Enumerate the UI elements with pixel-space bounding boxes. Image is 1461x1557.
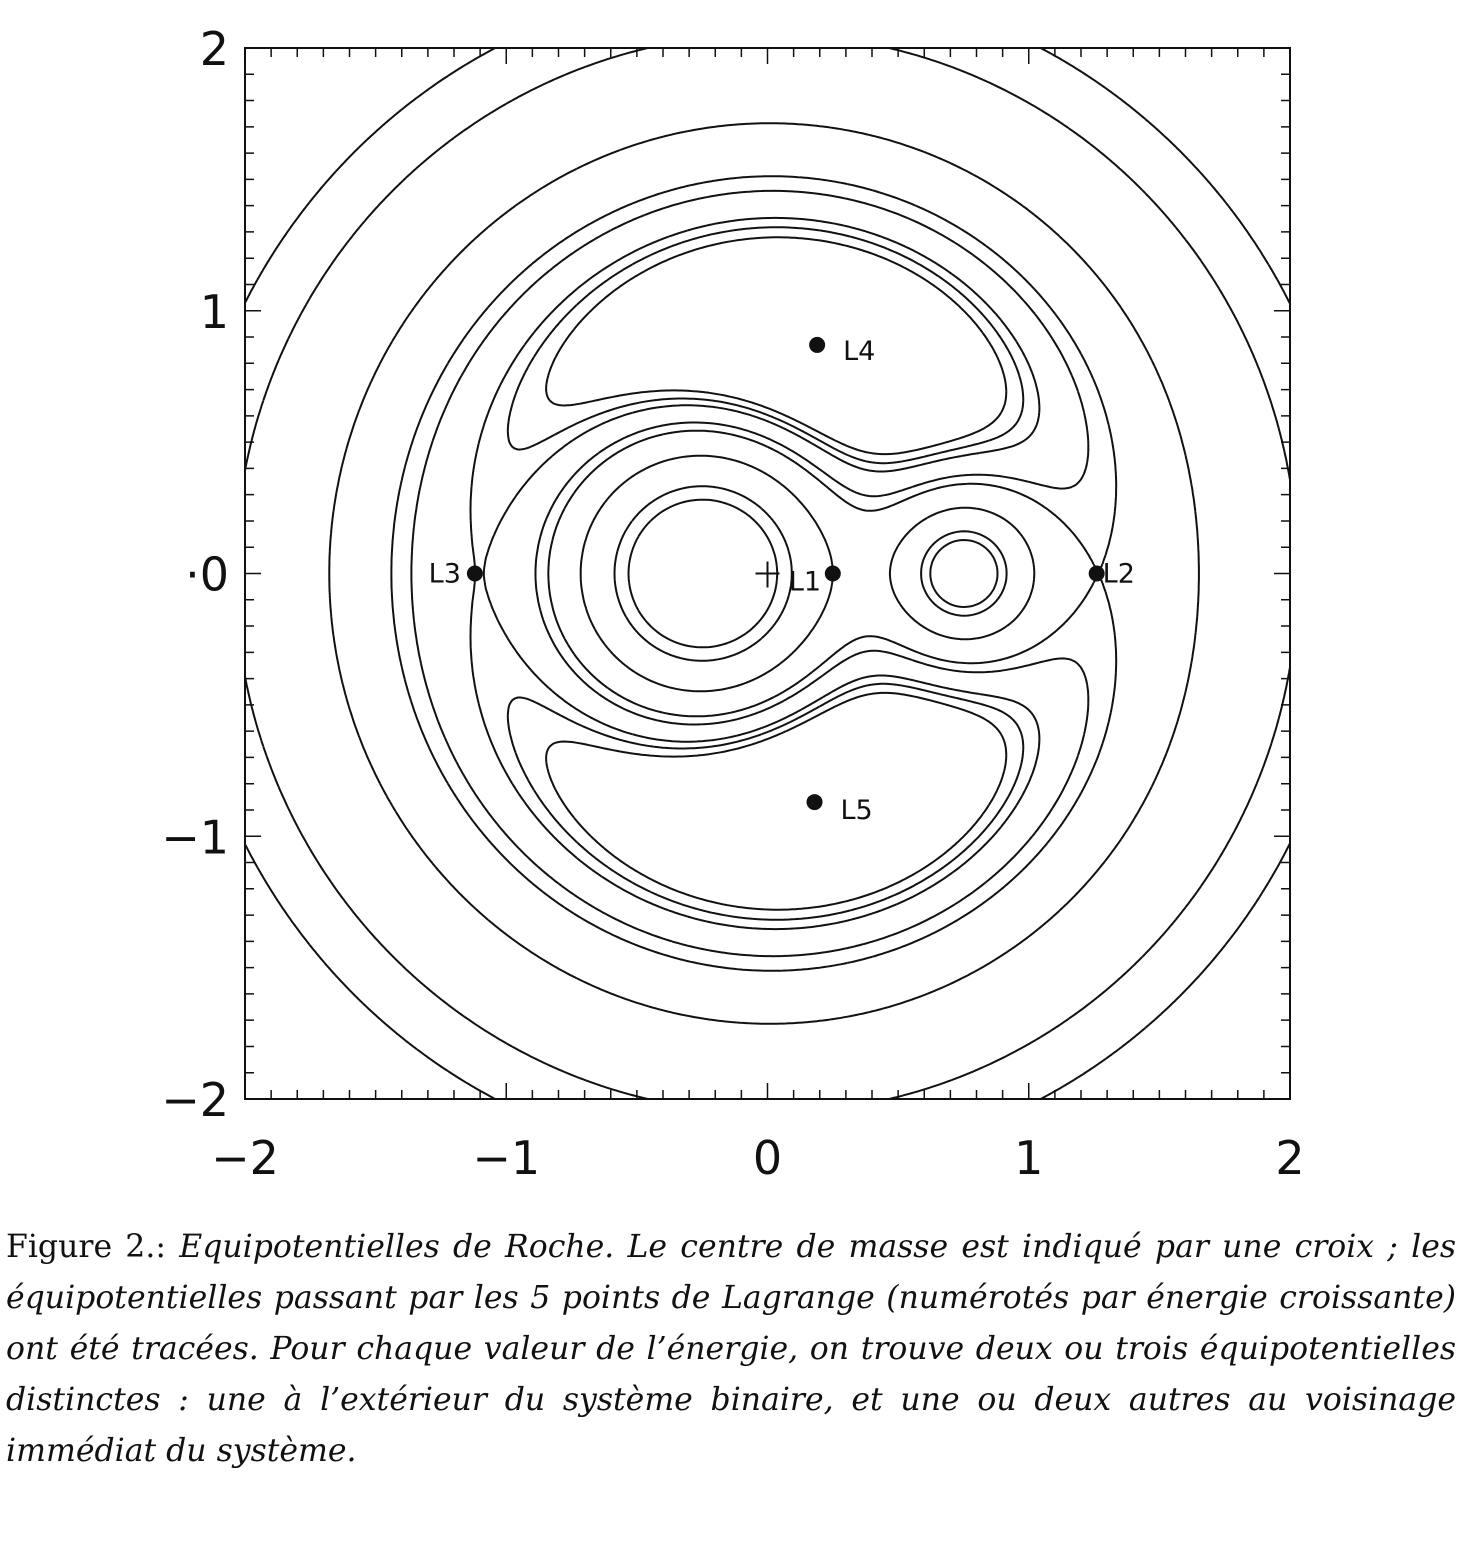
y-tick-label: −1	[161, 810, 229, 865]
x-tick-label: 2	[1275, 1131, 1305, 1185]
figure-caption	[6, 1222, 1456, 1477]
y-axis-tick-labels	[161, 22, 229, 1127]
y-tick-label: −2	[161, 1073, 229, 1127]
x-tick-label: −2	[211, 1131, 279, 1185]
x-axis-tick-labels	[211, 1131, 1305, 1185]
lagrange-label-l5: L5	[840, 795, 873, 827]
caption-label: Figure 2.:	[6, 1229, 166, 1265]
y-tick-label: 2	[199, 22, 229, 76]
lagrange-points	[429, 336, 1135, 826]
x-tick-label: 0	[752, 1131, 783, 1185]
x-tick-label: 1	[1014, 1131, 1044, 1185]
lagrange-label-l4: L4	[843, 335, 876, 367]
lagrange-point-l4	[809, 337, 825, 353]
equipotential-line-2	[391, 176, 1116, 971]
y-tick-label: ·0	[185, 547, 229, 602]
equipotential-line-6	[411, 191, 1088, 956]
lagrange-point-l3	[467, 566, 483, 582]
lagrange-label-l3: L3	[428, 558, 461, 590]
y-tick-label: 1	[199, 284, 229, 339]
lagrange-point-l5	[807, 794, 823, 810]
lagrange-point-l1	[825, 566, 841, 582]
caption-text: Equipotentielles de Roche. Le centre de masse est indiqué par une croix ; les équipotentielles passant par les 5 points de Lagrange (numérotés par énergie croissante) ont été tracées. Pour chaque valeur de l’énergie, on trouve deux ou trois équipotentielles distinctes : une à l’extérieur du système binaire, et une ou deux autres au voisinage immédiat du système.	[6, 1229, 1457, 1469]
lagrange-label-l1: L1	[788, 566, 822, 598]
x-tick-label: −1	[472, 1131, 541, 1185]
lagrange-label-l2: L2	[1102, 558, 1135, 590]
equipotential-line-3	[471, 218, 1040, 929]
